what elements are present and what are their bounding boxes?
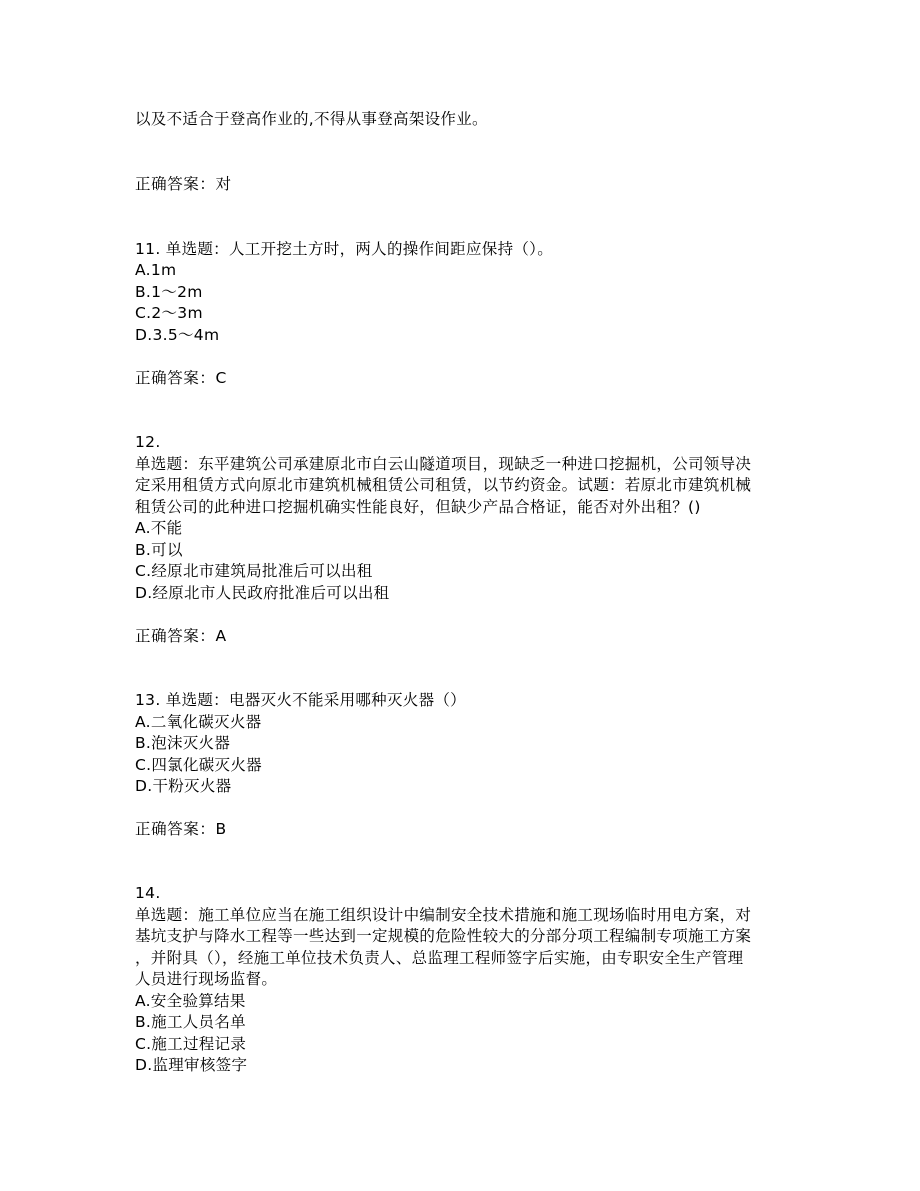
option-c: C.2～3m xyxy=(135,304,203,322)
option-a: A.不能 xyxy=(135,519,183,537)
option-d: D.3.5～4m xyxy=(135,326,220,344)
option-c: C.四氯化碳灭火器 xyxy=(135,756,262,774)
question-stem-line: 单选题：东平建筑公司承建原北市白云山隧道项目，现缺乏一种进口挖掘机，公司领导决 xyxy=(135,455,752,473)
question-stem-line: 单选题：施工单位应当在施工组织设计中编制安全技术措施和施工现场临时用电方案，对 xyxy=(135,906,752,924)
option-b: B.泡沫灭火器 xyxy=(135,734,231,752)
option-b: B.可以 xyxy=(135,541,183,559)
correct-answer: 正确答案：A xyxy=(135,627,227,645)
question-number: 12. xyxy=(135,433,161,451)
option-d: D.监理审核签字 xyxy=(135,1056,248,1074)
option-d: D.干粉灭火器 xyxy=(135,777,232,795)
question-stem-line: 人员进行现场监督。 xyxy=(135,970,278,988)
intro-text: 以及不适合于登高作业的,不得从事登高架设作业。 xyxy=(135,110,488,128)
question-stem: 11. 单选题：人工开挖土方时，两人的操作间距应保持（）。 xyxy=(135,240,554,258)
question-stem-line: 租赁公司的此种进口挖掘机确实性能良好，但缺少产品合格证，能否对外出租？() xyxy=(135,498,701,516)
option-b: B.1～2m xyxy=(135,283,203,301)
question-number: 14. xyxy=(135,884,161,902)
option-a: A.安全验算结果 xyxy=(135,992,246,1010)
question-stem-line: 基坑支护与降水工程等一些达到一定规模的危险性较大的分部分项工程编制专项施工方案 xyxy=(135,927,752,945)
option-c: C.施工过程记录 xyxy=(135,1035,247,1053)
intro-answer: 正确答案：对 xyxy=(135,175,232,193)
option-c: C.经原北市建筑局批准后可以出租 xyxy=(135,562,373,580)
option-d: D.经原北市人民政府批准后可以出租 xyxy=(135,584,390,602)
option-a: A.1m xyxy=(135,261,177,279)
option-a: A.二氧化碳灭火器 xyxy=(135,713,262,731)
question-stem-line: 定采用租赁方式向原北市建筑机械租赁公司租赁，以节约资金。试题：若原北市建筑机械 xyxy=(135,476,752,494)
option-b: B.施工人员名单 xyxy=(135,1013,246,1031)
correct-answer: 正确答案：C xyxy=(135,369,227,387)
correct-answer: 正确答案：B xyxy=(135,820,227,838)
question-stem-line: ，并附具（），经施工单位技术负责人、总监理工程师签字后实施，由专职安全生产管理 xyxy=(135,949,744,967)
question-stem: 13. 单选题：电器灭火不能采用哪种灭火器（） xyxy=(135,691,466,709)
